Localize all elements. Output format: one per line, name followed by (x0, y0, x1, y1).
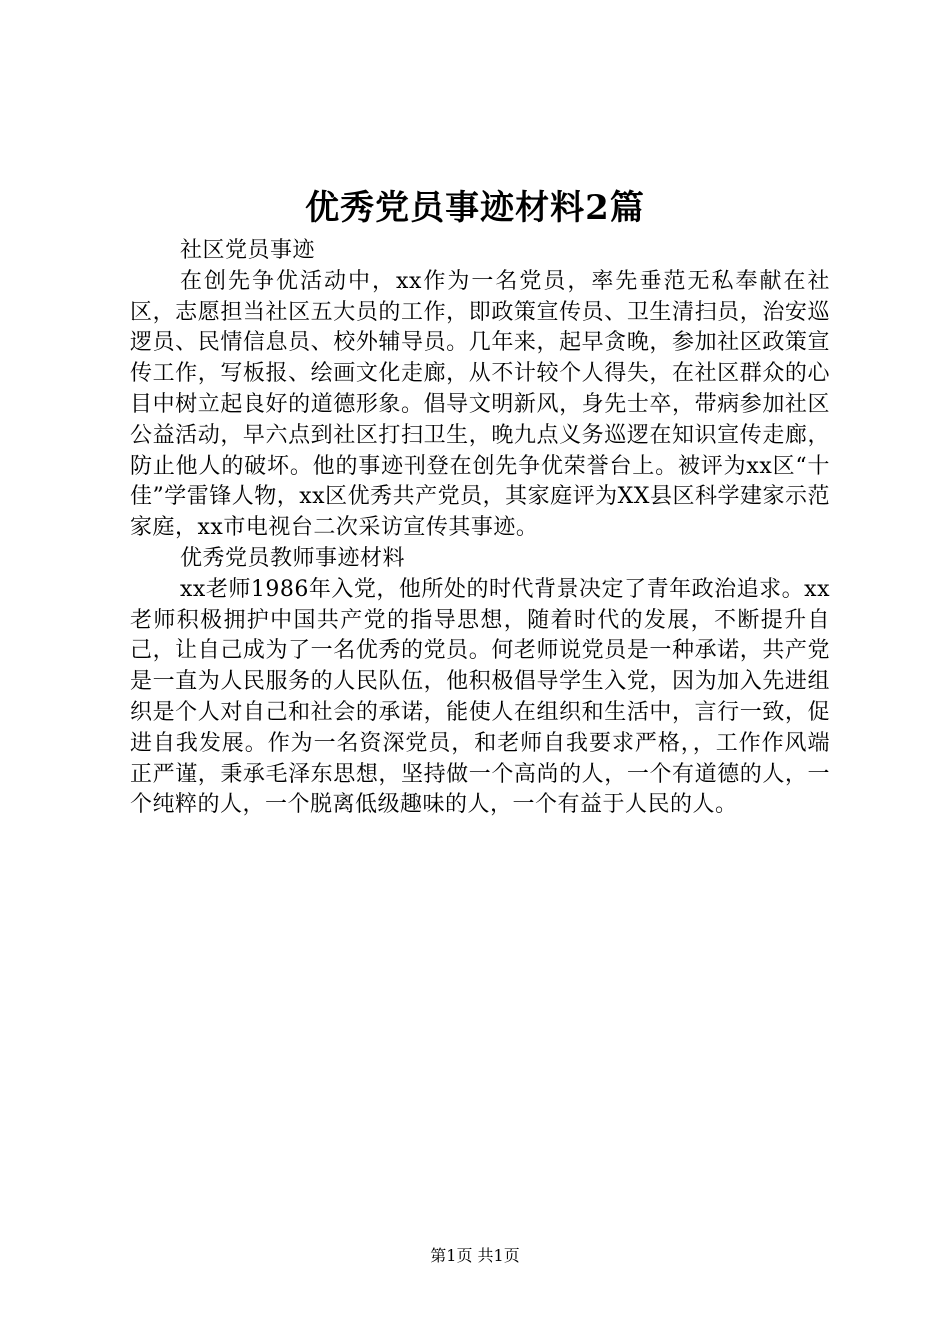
section-heading-community: 社区党员事迹 (180, 238, 316, 263)
page-footer: 第1页 共1页 (430, 1246, 520, 1265)
document-body (130, 236, 830, 821)
document-title: 优秀党员事迹材料2篇 (305, 188, 645, 228)
section-paragraph-community: 在创先争优活动中，xx作为一名党员，率先垂范无私奉献在社区，志愿担当社区五大员的工作，即政策宣传员、卫生清扫员，治安巡逻员、民情信息员、校外辅导员。几年来，起早贪晚，参加社区政策宣传工作，写板报、绘画文化走廊，从不计较个人得失，在社区群众的心目中树立起良好的道德形象。倡导文明新风，身先士卒，带病参加社区公益活动，早六点到社区打扫卫生，晚九点义务巡逻在知识宣传走廊，防止他人的破坏。他的事迹刊登在创先争优荣誉台上。被评为xx区“十佳”学雷锋人物，xx区优秀共产党员，其家庭评为XX县区科学建家示范家庭，xx市电视台二次采访宣传其事迹。 (130, 268, 830, 541)
section-paragraph-teacher: xx老师1986年入党，他所处的时代背景决定了青年政治追求。xx老师积极拥护中国共产党的指导思想，随着时代的发展，不断提升自己，让自己成为了一名优秀的党员。何老师说党员是一种承诺，共产党是一直为人民服务的人民队伍，他积极倡导学生入党，因为加入先进组织是个人对自己和社会的承诺，能使人在组织和生活中，言行一致，促进自我发展。作为一名资深党员，和老师自我要求严格，，工作作风端正严谨，秉承毛泽东思想，坚持做一个高尚的人，一个有道德的人，一个纯粹的人，一个脱离低级趣味的人，一个有益于人民的人。 (130, 576, 830, 818)
section-heading-teacher: 优秀党员教师事迹材料 (180, 545, 406, 571)
